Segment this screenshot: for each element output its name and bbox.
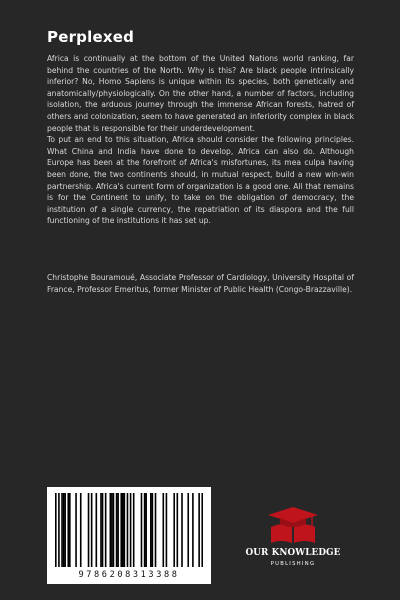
publisher-subline: PUBLISHING — [270, 561, 316, 567]
barcode-bar — [130, 493, 132, 567]
barcode-bar — [67, 493, 69, 567]
barcode-bar — [173, 493, 175, 567]
barcode-bar — [122, 493, 124, 567]
barcode-bar — [116, 493, 118, 567]
blurb-paragraph: To put an end to this situation, Africa should consider the following principles. What China and India have done to develop, Africa can also do. Although Europe has been at the forefront of Africa's misfortunes, its mea culpa having been done, the two continents should, in mutual respect, build a new win-win partnership. Africa's current form of organization is a good one. All that remains is for the Continent to unify, to take on the obligation of democracy, the institution of a single currency, the repatriation of its diaspora and the full functioning of the institutions it has set up. — [47, 135, 354, 226]
barcode-bars — [55, 493, 203, 567]
barcode-bar — [110, 493, 112, 567]
barcode-bar — [166, 493, 168, 567]
barcode-bar — [117, 493, 119, 567]
barcode-bar — [113, 493, 115, 567]
barcode-bar — [55, 493, 57, 567]
barcode-bar — [144, 493, 146, 567]
barcode-bar — [96, 493, 98, 567]
barcode-bar — [69, 493, 71, 567]
barcode-bar — [102, 493, 104, 567]
back-cover-blurb — [47, 53, 354, 227]
barcode-bar — [187, 493, 189, 567]
barcode-bar — [152, 493, 154, 567]
barcode-bar — [88, 493, 90, 567]
barcode-bar — [124, 493, 126, 567]
barcode-bar — [120, 493, 122, 567]
barcode-bar — [91, 493, 93, 567]
barcode-bar — [162, 493, 164, 567]
barcode-bar — [63, 493, 65, 567]
isbn-number: 9786208313388 — [78, 570, 180, 580]
barcode-bar — [141, 493, 143, 567]
publisher-name: OUR KNOWLEDGE — [245, 548, 341, 558]
publisher-logo — [233, 505, 353, 575]
barcode-bar — [181, 493, 183, 567]
barcode-bar — [145, 493, 147, 567]
blurb-paragraph: Africa is continually at the bottom of the United Nations world ranking, far behind the countries of the North. Why is this? Are black people intrinsically inferior? No, Homo Sapiens is unique within its species, both genetically and anatomically/physiologically. On the other hand, a number of factors, including isolation, the arduous journey through the immense African forests, hatred of others and colonization, seem to have generated an inferiority complex in black people that is responsible for their underdevelopment. — [47, 54, 354, 133]
barcode-bar — [61, 493, 63, 567]
barcode-bar — [192, 493, 194, 567]
barcode-bar — [58, 493, 60, 567]
barcode-bar — [155, 493, 157, 567]
graduation-cap-book-icon — [263, 505, 323, 545]
barcode-bar — [75, 493, 77, 567]
barcode-bar — [105, 493, 107, 567]
barcode-bar — [64, 493, 66, 567]
barcode-bar — [177, 493, 179, 567]
barcode-bar — [80, 493, 82, 567]
barcode-bar — [201, 493, 203, 567]
barcode-bar — [127, 493, 129, 567]
barcode-bar — [133, 493, 135, 567]
book-title: Perplexed — [47, 28, 135, 46]
author-bio: Christophe Bouramoué, Associate Professor of Cardiology, University Hospital of France, Professor Emeritus, former Minister of Public Health (Congo-Brazzaville). — [47, 273, 354, 294]
barcode-bar — [150, 493, 152, 567]
isbn-barcode — [47, 487, 211, 584]
barcode-bar — [198, 493, 200, 567]
barcode-bar — [111, 493, 113, 567]
barcode-bar — [100, 493, 102, 567]
